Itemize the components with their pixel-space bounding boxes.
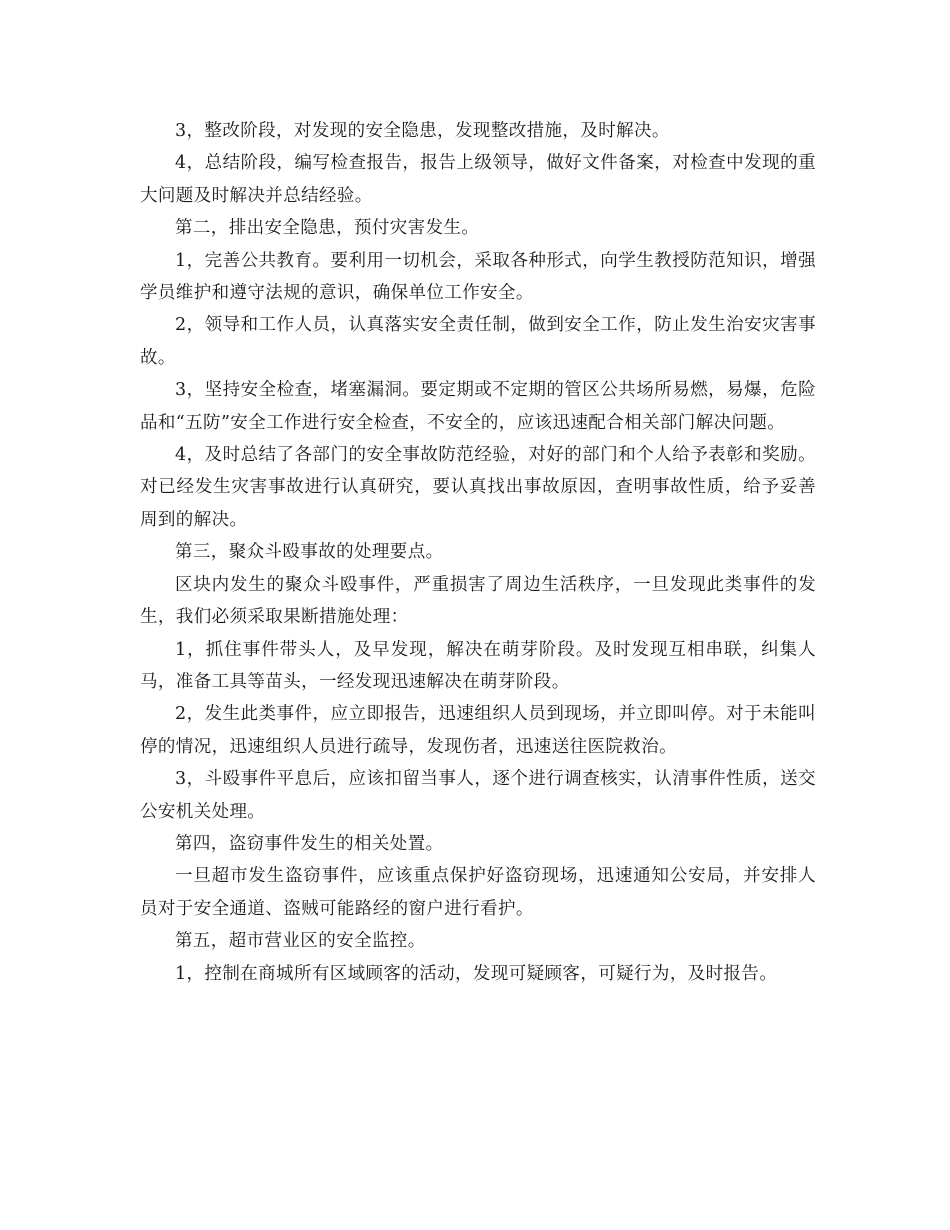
paragraph: 1，完善公共教育。要利用一切机会，采取各种形式，向学生教授防范知识，增强学员维护和遵守法规的意识，确保单位工作安全。 — [140, 250, 816, 304]
paragraph: 一旦超市发生盗窃事件，应该重点保护好盗窃现场，迅速通知公安局，并安排人员对于安全通道、盗贼可能路经的窗户进行看护。 — [140, 866, 816, 919]
section-heading: 第三，聚众斗殴事故的处理要点。 — [175, 542, 444, 563]
paragraph: 2，发生此类事件，应立即报告，迅速组织人员到现场，并立即叫停。对于未能叫停的情况，迅速组织人员进行疏导，发现伤者，迅速送往医院救治。 — [140, 704, 816, 757]
document-body — [140, 115, 816, 990]
paragraph: 1，控制在商城所有区域顾客的活动，发现可疑顾客，可疑行为，及时报告。 — [175, 963, 778, 984]
paragraph: 3，坚持安全检查，堵塞漏洞。要定期或不定期的管区公共场所易燃，易爆，危险品和“五防”安全工作进行安全检查，不安全的，应该迅速配合相关部门解决问题。 — [140, 380, 816, 433]
section-heading: 第二，排出安全隐患，预付灾害发生。 — [175, 218, 480, 239]
paragraph: 区块内发生的聚众斗殴事件，严重损害了周边生活秩序，一旦发现此类事件的发生，我们必须采取果断措施处理： — [140, 574, 816, 628]
paragraph: 4，及时总结了各部门的安全事故防范经验，对好的部门和个人给予表彰和奖励。对已经发生灾害事故进行认真研究，要认真找出事故原因，查明事故性质，给予妥善周到的解决。 — [140, 445, 816, 530]
paragraph: 2，领导和工作人员，认真落实安全责任制，做到安全工作，防止发生治安灾害事故。 — [140, 315, 816, 368]
paragraph: 3，斗殴事件平息后，应该扣留当事人，逐个进行调查核实，认清事件性质，送交公安机关处理。 — [140, 769, 816, 822]
section-heading: 第四，盗窃事件发生的相关处置。 — [175, 833, 444, 854]
paragraph: 1，抓住事件带头人，及早发现，解决在萌芽阶段。及时发现互相串联，纠集人马，准备工具等苗头，一经发现迅速解决在萌芽阶段。 — [140, 639, 816, 692]
paragraph: 3，整改阶段，对发现的安全隐患，发现整改措施，及时解决。 — [175, 121, 670, 141]
paragraph: 4，总结阶段，编写检查报告，报告上级领导，做好文件备案，对检查中发现的重大问题及时解决并总结经验。 — [140, 153, 816, 206]
section-heading: 第五，超市营业区的安全监控。 — [175, 931, 426, 952]
